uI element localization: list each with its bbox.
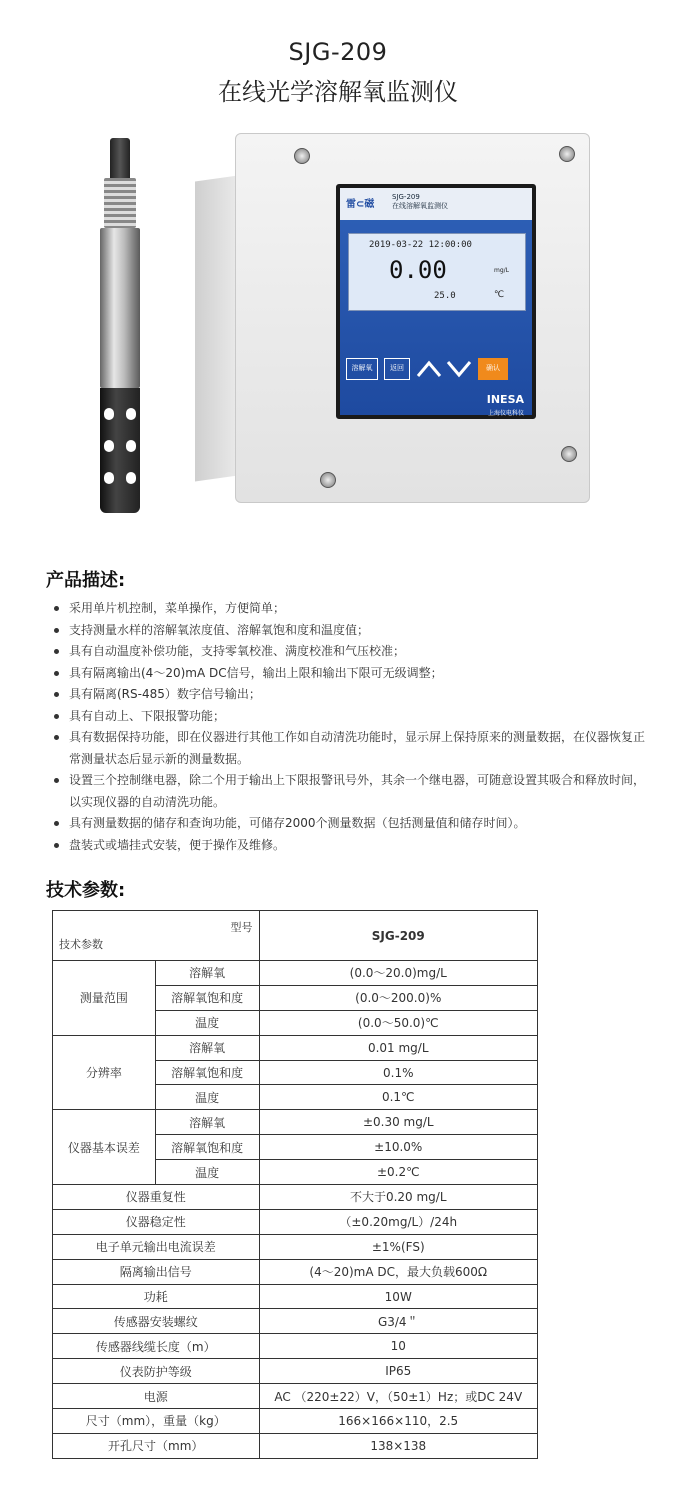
panel-title: 在线溶解氧监测仪 <box>392 202 448 210</box>
lcd-temperature: 25.0 <box>434 291 456 301</box>
do-key: 溶解氧 <box>346 358 378 380</box>
table-row <box>53 1284 538 1309</box>
product-title: 在线光学溶解氧监测仪 <box>218 78 458 106</box>
spec-value: G3/4＂ <box>259 1309 538 1334</box>
group-label: 测量范围 <box>53 961 156 1036</box>
sub-label: 温度 <box>155 1085 259 1110</box>
lcd-datetime: 2019-03-22 12:00:00 <box>369 240 472 250</box>
product-image <box>90 128 600 528</box>
description-item: 支持测量水样的溶解氧浓度值、溶解氧饱和度和温度值； <box>50 620 650 642</box>
sub-label: 溶解氧饱和度 <box>155 1060 259 1085</box>
table-row <box>53 1309 538 1334</box>
spec-label: 尺寸（mm），重量（kg） <box>53 1409 260 1434</box>
specs-heading: 技术参数: <box>46 880 126 901</box>
sub-label: 溶解氧饱和度 <box>155 985 259 1010</box>
table-row <box>53 1359 538 1384</box>
sub-label: 溶解氧饱和度 <box>155 1135 259 1160</box>
table-row <box>53 1110 538 1135</box>
header-model-label: 型号 <box>230 921 253 934</box>
table-row <box>53 1185 538 1210</box>
group-label: 仪器基本误差 <box>53 1110 156 1185</box>
spec-value: (0.0～20.0)mg/L <box>259 961 538 986</box>
spec-value: ±1%(FS) <box>259 1234 538 1259</box>
table-row <box>53 1234 538 1259</box>
spec-value: (0.0～50.0)℃ <box>259 1010 538 1035</box>
sub-label: 温度 <box>155 1160 259 1185</box>
group-label: 分辨率 <box>53 1035 156 1110</box>
spec-value: ±0.30 mg/L <box>259 1110 538 1135</box>
table-row <box>53 1433 538 1458</box>
table-row <box>53 1334 538 1359</box>
description-item: 具有自动温度补偿功能，支持零氧校准、满度校准和气压校准； <box>50 641 650 663</box>
description-item: 具有隔离输出(4～20)mA DC信号，输出上限和输出下限可无级调整； <box>50 663 650 685</box>
description-item: 盘装式或墙挂式安装，便于操作及维修。 <box>50 835 650 857</box>
description-item: 具有数据保持功能，即在仪器进行其他工作如自动清洗功能时，显示屏上保持原来的测量数据，在仪器恢复正常测量状态后显示新的测量数据。 <box>50 727 650 770</box>
sub-label: 溶解氧 <box>155 1035 259 1060</box>
sub-label: 溶解氧 <box>155 1110 259 1135</box>
spec-label: 仪表防护等级 <box>53 1359 260 1384</box>
spec-value: 0.01 mg/L <box>259 1035 538 1060</box>
spec-value: IP65 <box>259 1359 538 1384</box>
table-row <box>53 1384 538 1409</box>
spec-label: 仪器重复性 <box>53 1185 260 1210</box>
description-item: 具有测量数据的储存和查询功能，可储存2000个测量数据（包括测量值和储存时间）。 <box>50 813 650 835</box>
brand-sub: 上海仪电科仪 <box>487 410 524 417</box>
spec-label: 电子单元输出电流误差 <box>53 1234 260 1259</box>
up-key-icon <box>416 358 442 380</box>
specs-table <box>52 910 538 1459</box>
description-item: 具有隔离(RS-485）数字信号输出； <box>50 684 650 706</box>
header-params-label: 技术参数 <box>59 938 103 951</box>
table-row <box>53 1259 538 1284</box>
description-item: 具有自动上、下限报警功能； <box>50 706 650 728</box>
brand-logo: 雷⊂磁 <box>346 199 375 210</box>
down-key-icon <box>446 358 472 380</box>
spec-value: (4～20)mA DC，最大负载600Ω <box>259 1259 538 1284</box>
table-row <box>53 1035 538 1060</box>
spec-value: (0.0～200.0)% <box>259 985 538 1010</box>
lcd-temperature-unit: ℃ <box>494 290 505 300</box>
header-model-value: SJG-209 <box>259 911 538 961</box>
sensor-probe <box>98 138 142 518</box>
lcd-display <box>348 233 526 311</box>
back-key: 返回 <box>384 358 410 380</box>
spec-value: AC （220±22）V，（50±1）Hz；或DC 24V <box>259 1384 538 1409</box>
meter-housing <box>235 133 590 503</box>
spec-label: 传感器线缆长度（m） <box>53 1334 260 1359</box>
sub-label: 温度 <box>155 1010 259 1035</box>
spec-label: 功耗 <box>53 1284 260 1309</box>
sub-label: 溶解氧 <box>155 961 259 986</box>
spec-value: 10 <box>259 1334 538 1359</box>
spec-label: 传感器安装螺纹 <box>53 1309 260 1334</box>
table-row <box>53 1209 538 1234</box>
spec-value: 不大于0.20 mg/L <box>259 1185 538 1210</box>
spec-value: ±10.0% <box>259 1135 538 1160</box>
description-item: 采用单片机控制，菜单操作，方便简单； <box>50 598 650 620</box>
spec-label: 仪器稳定性 <box>53 1209 260 1234</box>
table-row <box>53 961 538 986</box>
spec-value: 10W <box>259 1284 538 1309</box>
ok-key: 确认 <box>478 358 508 380</box>
meter-panel <box>336 184 536 419</box>
table-corner-header <box>53 911 260 961</box>
product-model: SJG-209 <box>288 38 388 66</box>
brand-inesa: INESA <box>486 393 524 406</box>
spec-value: 0.1% <box>259 1060 538 1085</box>
spec-value: ±0.2℃ <box>259 1160 538 1185</box>
panel-model: SJG-209 <box>392 193 420 201</box>
lcd-value: 0.00 <box>389 256 447 284</box>
lcd-unit: mg/L <box>494 267 510 274</box>
spec-value: （±0.20mg/L）/24h <box>259 1209 538 1234</box>
spec-label: 开孔尺寸（mm） <box>53 1433 260 1458</box>
spec-value: 0.1℃ <box>259 1085 538 1110</box>
table-row <box>53 1409 538 1434</box>
description-item: 设置三个控制继电器，除二个用于输出上下限报警讯号外，其余一个继电器，可随意设置其吸合和释放时间，以实现仪器的自动清洗功能。 <box>50 770 650 813</box>
description-heading: 产品描述: <box>46 570 126 591</box>
spec-label: 隔离输出信号 <box>53 1259 260 1284</box>
description-list <box>50 598 650 856</box>
spec-label: 电源 <box>53 1384 260 1409</box>
spec-value: 166×166×110，2.5 <box>259 1409 538 1434</box>
spec-value: 138×138 <box>259 1433 538 1458</box>
